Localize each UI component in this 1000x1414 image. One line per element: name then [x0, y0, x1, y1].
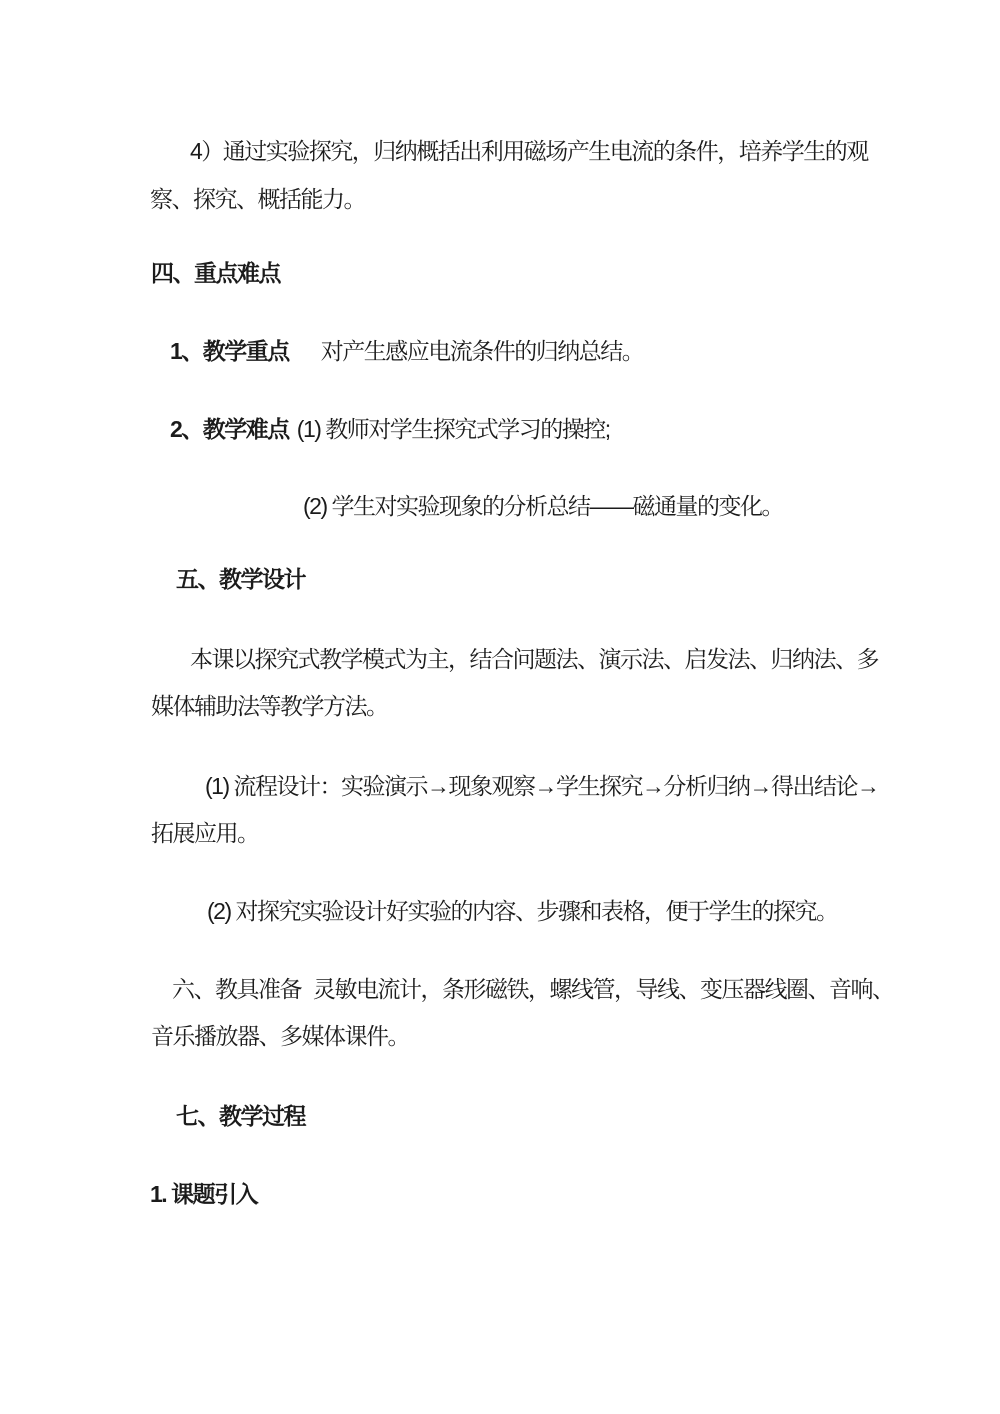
design-item2-text: (2) 对探究实验设计好实验的内容、步骤和表格，便于学生的探究。: [207, 898, 838, 924]
design-item1-line-1: [205, 771, 879, 801]
teaching-difficult-point-sub1: (1) 教师对学生探究式学习的操控;: [296, 416, 610, 442]
intro-line-2: [150, 184, 365, 214]
section-five-heading-text: 五、教学设计: [176, 566, 305, 592]
section-four-heading: [151, 258, 280, 288]
teaching-aids-label: 六、教具准备: [172, 976, 301, 1002]
teaching-key-point-text: 对产生感应电流条件的归纳总结。: [320, 338, 644, 364]
design-para-line-1-text: 本课以探究式教学模式为主，结合问题法、演示法、启发法、归纳法、多: [190, 646, 878, 672]
design-item1-line-2-text: 拓展应用。: [151, 820, 259, 846]
intro-line-2-text: 察、探究、概括能力。: [150, 186, 365, 212]
teaching-difficult-point-sub2-line: [303, 491, 783, 521]
teaching-difficult-point-label: 2、教学难点: [170, 416, 289, 442]
intro-line-1: [190, 136, 868, 166]
design-item1-line-2: [151, 818, 259, 848]
design-para-line-2: [151, 691, 388, 721]
design-item2-line: [207, 896, 838, 926]
teaching-aids-line-2: [151, 1021, 409, 1051]
teaching-aids-text-2: 音乐播放器、多媒体课件。: [151, 1023, 409, 1049]
lesson-intro-subheading: [150, 1179, 257, 1209]
teaching-key-point-label: 1、教学重点: [170, 338, 289, 364]
section-five-heading: [176, 564, 305, 594]
lesson-intro-subheading-text: 1. 课题引入: [150, 1181, 258, 1207]
section-seven-heading-text: 七、教学过程: [176, 1103, 305, 1129]
intro-line-1-text: 4）通过实验探究，归纳概括出利用磁场产生电流的条件，培养学生的观: [190, 138, 868, 164]
design-para-line-2-text: 媒体辅助法等教学方法。: [151, 693, 388, 719]
teaching-aids-text-1: 灵敏电流计，条形磁铁，螺线管，导线、变压器线圈、音响、: [313, 976, 894, 1002]
section-four-heading-text: 四、重点难点: [151, 260, 280, 286]
design-para-line-1: [190, 644, 878, 674]
design-item1-line-1-text: (1) 流程设计：实验演示→现象观察→学生探究→分析归纳→得出结论→: [205, 773, 879, 799]
teaching-key-point-line: [170, 336, 643, 366]
section-seven-heading: [176, 1101, 305, 1131]
teaching-difficult-point-line: [170, 414, 610, 444]
teaching-aids-line-1: [172, 974, 894, 1004]
teaching-difficult-point-sub2: (2) 学生对实验现象的分析总结——磁通量的变化。: [303, 493, 783, 519]
